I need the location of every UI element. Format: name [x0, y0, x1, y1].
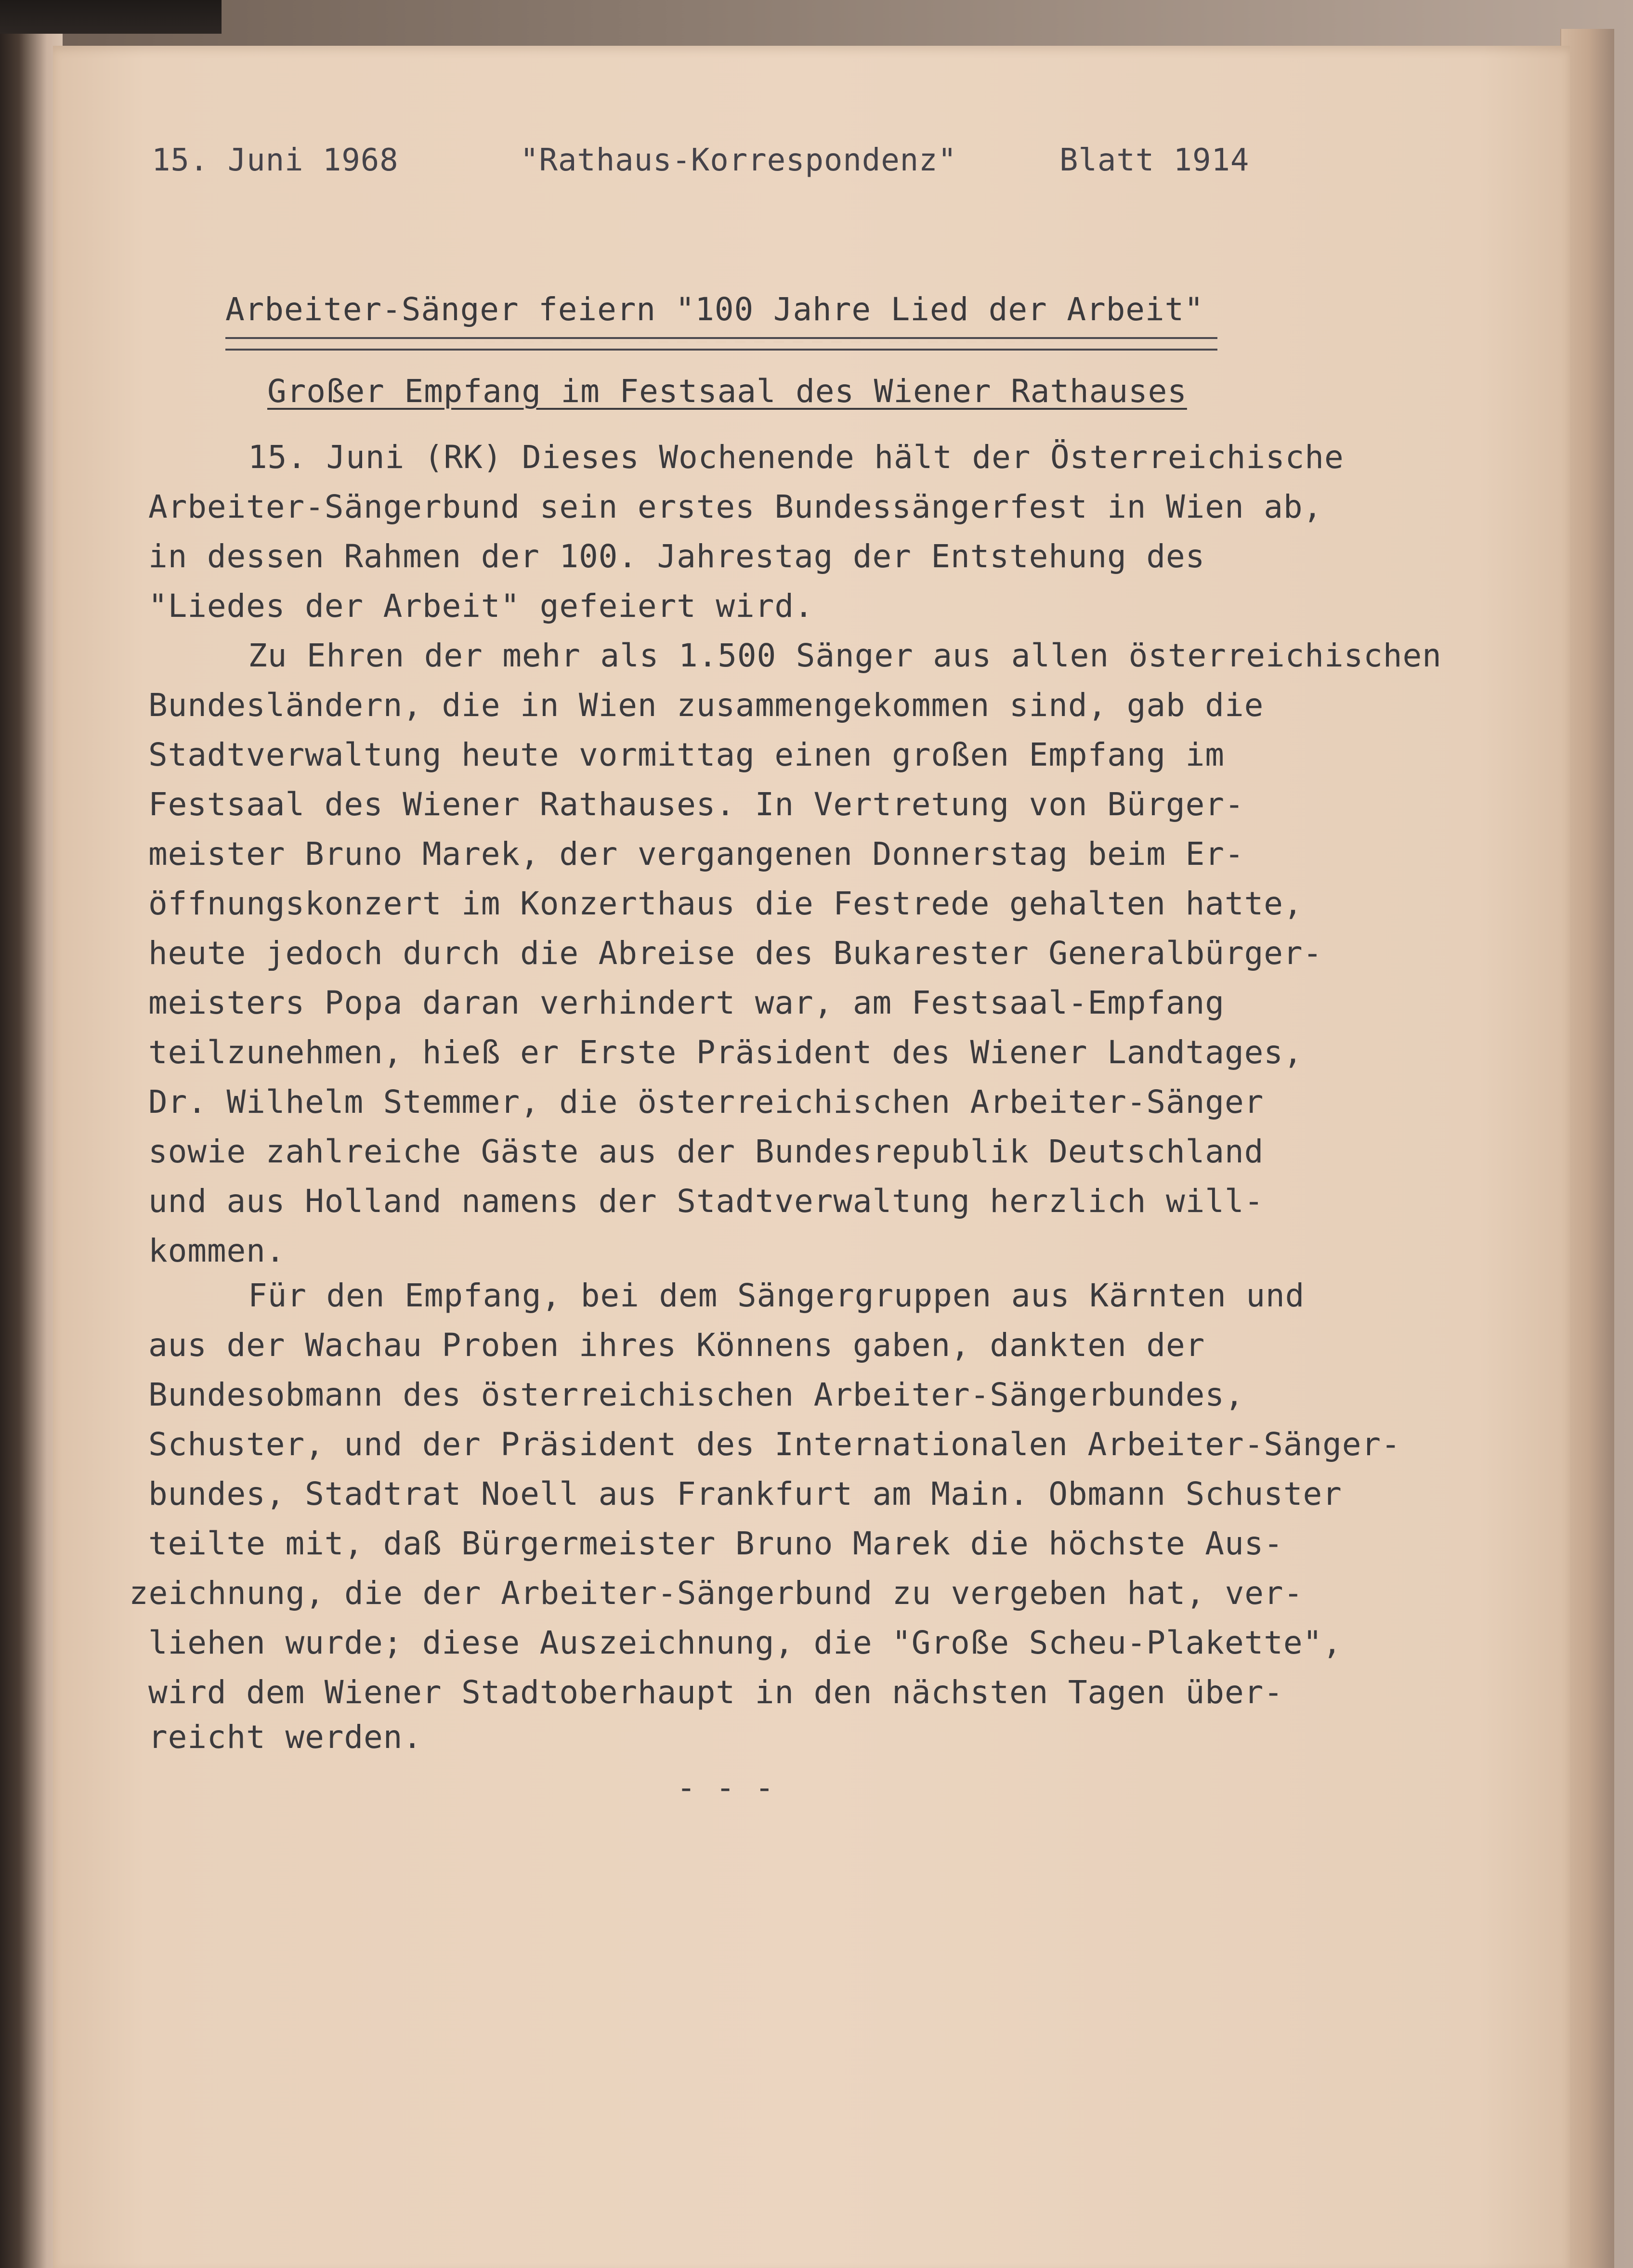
body-line: meister Bruno Marek, der vergangenen Donnerstag beim Er-: [148, 835, 1244, 873]
body-line: liehen wurde; diese Auszeichnung, die "Große Scheu-Plakette",: [148, 1624, 1342, 1661]
body-line: reicht werden.: [148, 1719, 422, 1756]
header-date: 15. Juni 1968: [152, 143, 399, 178]
body-line: Für den Empfang, bei dem Sängergruppen aus Kärnten und: [248, 1277, 1305, 1314]
article-subtitle: Großer Empfang im Festsaal des Wiener Rathauses: [267, 373, 1187, 410]
body-line: zeichnung, die der Arbeiter-Sängerbund zu vergeben hat, ver-: [129, 1575, 1304, 1612]
title-double-rule: [225, 337, 1217, 351]
header-sheet: Blatt 1914: [1059, 143, 1250, 178]
body-line: meisters Popa daran verhindert war, am Festsaal-Empfang: [148, 984, 1225, 1021]
body-line: öffnungskonzert im Konzerthaus die Festrede gehalten hatte,: [148, 885, 1303, 922]
body-line: Arbeiter-Sängerbund sein erstes Bundessängerfest in Wien ab,: [148, 488, 1323, 525]
header-publication: "Rathaus-Korrespondenz": [520, 143, 957, 178]
body-line: Bundesobmann des österreichischen Arbeiter-Sängerbundes,: [148, 1376, 1244, 1413]
book-binding-top: [0, 0, 222, 34]
body-line: Bundesländern, die in Wien zusammengekommen sind, gab die: [148, 687, 1264, 724]
body-line: teilzunehmen, hieß er Erste Präsident des Wiener Landtages,: [148, 1034, 1303, 1071]
body-line: heute jedoch durch die Abreise des Bukarester Generalbürger-: [148, 935, 1323, 972]
body-line: und aus Holland namens der Stadtverwaltung herzlich will-: [148, 1183, 1264, 1220]
body-line: Schuster, und der Präsident des Internationalen Arbeiter-Sänger-: [148, 1426, 1401, 1463]
body-line: wird dem Wiener Stadtoberhaupt in den nächsten Tagen über-: [148, 1674, 1283, 1711]
body-line: Stadtverwaltung heute vormittag einen großen Empfang im: [148, 736, 1225, 773]
body-line: 15. Juni (RK) Dieses Wochenende hält der Österreichische: [248, 439, 1344, 476]
body-line: Festsaal des Wiener Rathauses. In Vertretung von Bürger-: [148, 786, 1244, 823]
body-line: bundes, Stadtrat Noell aus Frankfurt am Main. Obmann Schuster: [148, 1475, 1342, 1512]
body-line: in dessen Rahmen der 100. Jahrestag der Entstehung des: [148, 538, 1205, 575]
body-line: kommen.: [148, 1232, 286, 1269]
body-line: sowie zahlreiche Gäste aus der Bundesrepublik Deutschland: [148, 1133, 1264, 1170]
body-line: "Liedes der Arbeit" gefeiert wird.: [148, 587, 814, 625]
body-line: Zu Ehren der mehr als 1.500 Sänger aus allen österreichischen: [248, 637, 1442, 674]
body-line: aus der Wachau Proben ihres Könnens gaben, dankten der: [148, 1327, 1205, 1364]
article-title: Arbeiter-Sänger feiern "100 Jahre Lied der Arbeit": [225, 291, 1204, 328]
body-line: Dr. Wilhelm Stemmer, die österreichischen Arbeiter-Sänger: [148, 1083, 1264, 1121]
body-line: teilte mit, daß Bürgermeister Bruno Marek die höchste Aus-: [148, 1525, 1283, 1562]
end-mark: - - -: [677, 1769, 775, 1806]
